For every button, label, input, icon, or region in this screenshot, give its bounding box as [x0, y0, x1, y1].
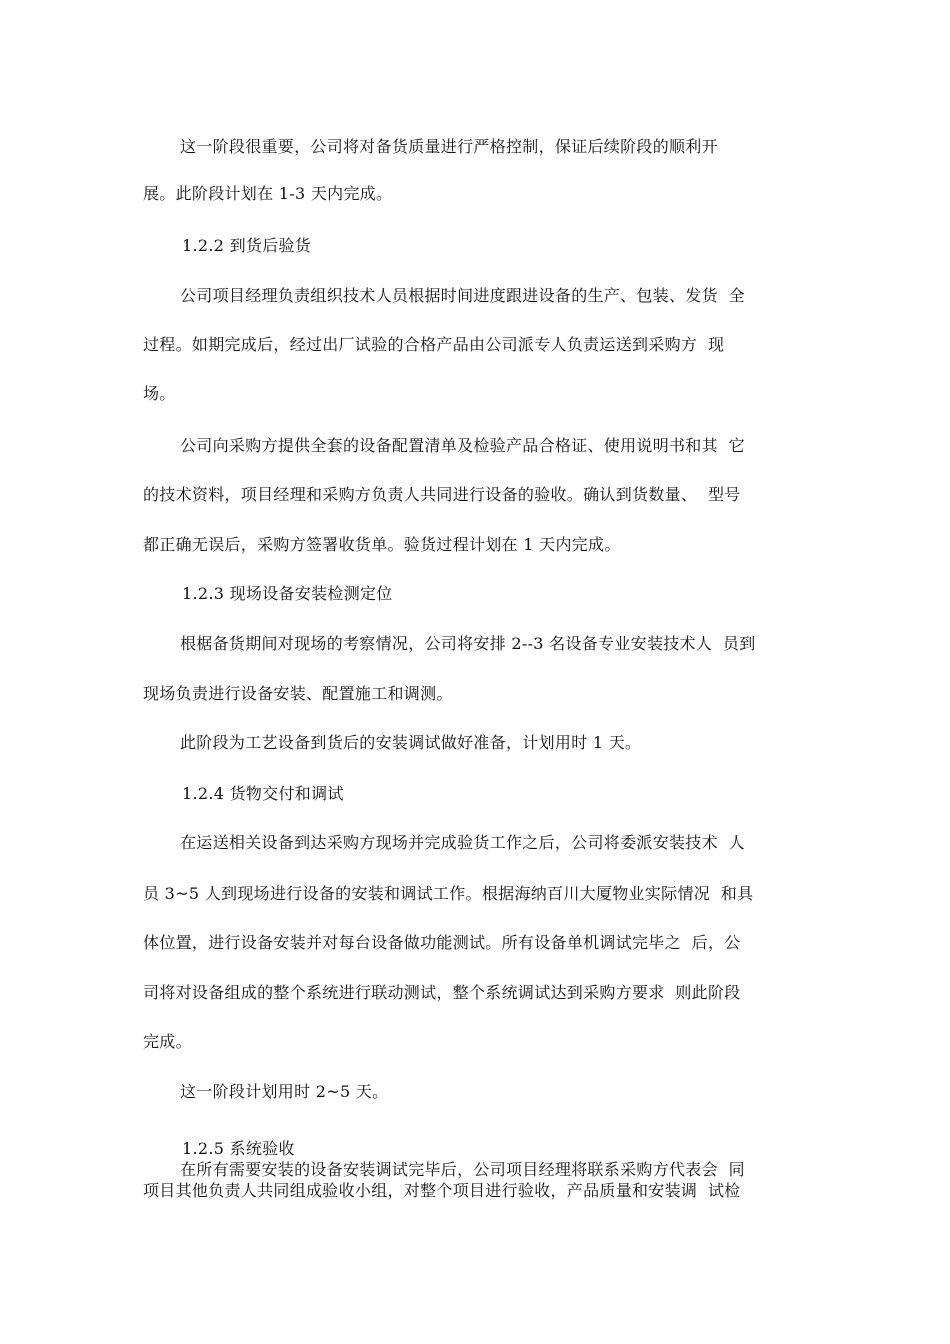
paragraph-line: 员 3~5 人到现场进行设备的安装和调试工作。根据海纳百川大厦物业实际情况 和具	[143, 884, 754, 903]
section-heading: 1.2.5 系统验收	[182, 1139, 295, 1158]
paragraph-line: 现场负责进行设备安装、配置施工和调测。	[143, 684, 453, 703]
paragraph-line: 公司项目经理负责组织技术人员根据时间进度跟进设备的生产、包装、发货 全	[180, 286, 745, 305]
paragraph-line: 完成。	[143, 1032, 192, 1051]
paragraph-line: 体位置，进行设备安装并对每台设备做功能测试。所有设备单机调试完毕之 后，公	[143, 933, 741, 952]
paragraph-line: 都正确无误后，采购方签署收货单。验货过程计划在 1 天内完成。	[143, 535, 621, 554]
section-heading: 1.2.2 到货后验货	[182, 236, 312, 255]
paragraph-line: 项目其他负责人共同组成验收小组，对整个项目进行验收，产品质量和安装调 试检	[143, 1181, 741, 1200]
paragraph-line: 根椐备货期间对现场的考察情况，公司将安排 2--3 名设备专业安装技术人 员到	[180, 634, 756, 653]
paragraph-line: 在运送相关设备到达采购方现场并完成验货工作之后，公司将委派安装技术 人	[180, 833, 745, 852]
paragraph-line: 的技术资料，项目经理和采购方负责人共同进行设备的验收。确认到货数量、 型号	[143, 485, 741, 504]
section-heading: 1.2.3 现场设备安装检测定位	[182, 584, 393, 603]
paragraph-line: 司将对设备组成的整个系统进行联动测试，整个系统调试达到采购方要求 则此阶段	[143, 983, 741, 1002]
paragraph-line: 展。此阶段计划在 1-3 天内完成。	[143, 184, 393, 203]
paragraph-line: 公司向采购方提供全套的设备配置清单及检验产品合格证、使用说明书和其 它	[180, 436, 745, 455]
paragraph-line: 场。	[143, 384, 176, 403]
paragraph-line: 这一阶段很重要，公司将对备货质量进行严格控制，保证后续阶段的顺利开	[180, 137, 718, 156]
paragraph-line: 过程。如期完成后，经过出厂试验的合格产品由公司派专人负责运送到采购方 现	[143, 335, 725, 354]
paragraph-line: 此阶段为工艺设备到货后的安装调试做好准备，计划用时 1 天。	[180, 733, 642, 752]
section-heading: 1.2.4 货物交付和调试	[182, 784, 344, 803]
paragraph-line: 在所有需要安装的设备安装调试完毕后，公司项目经理将联系采购方代表会 同	[180, 1160, 745, 1179]
paragraph-line: 这一阶段计划用时 2~5 天。	[180, 1082, 389, 1101]
